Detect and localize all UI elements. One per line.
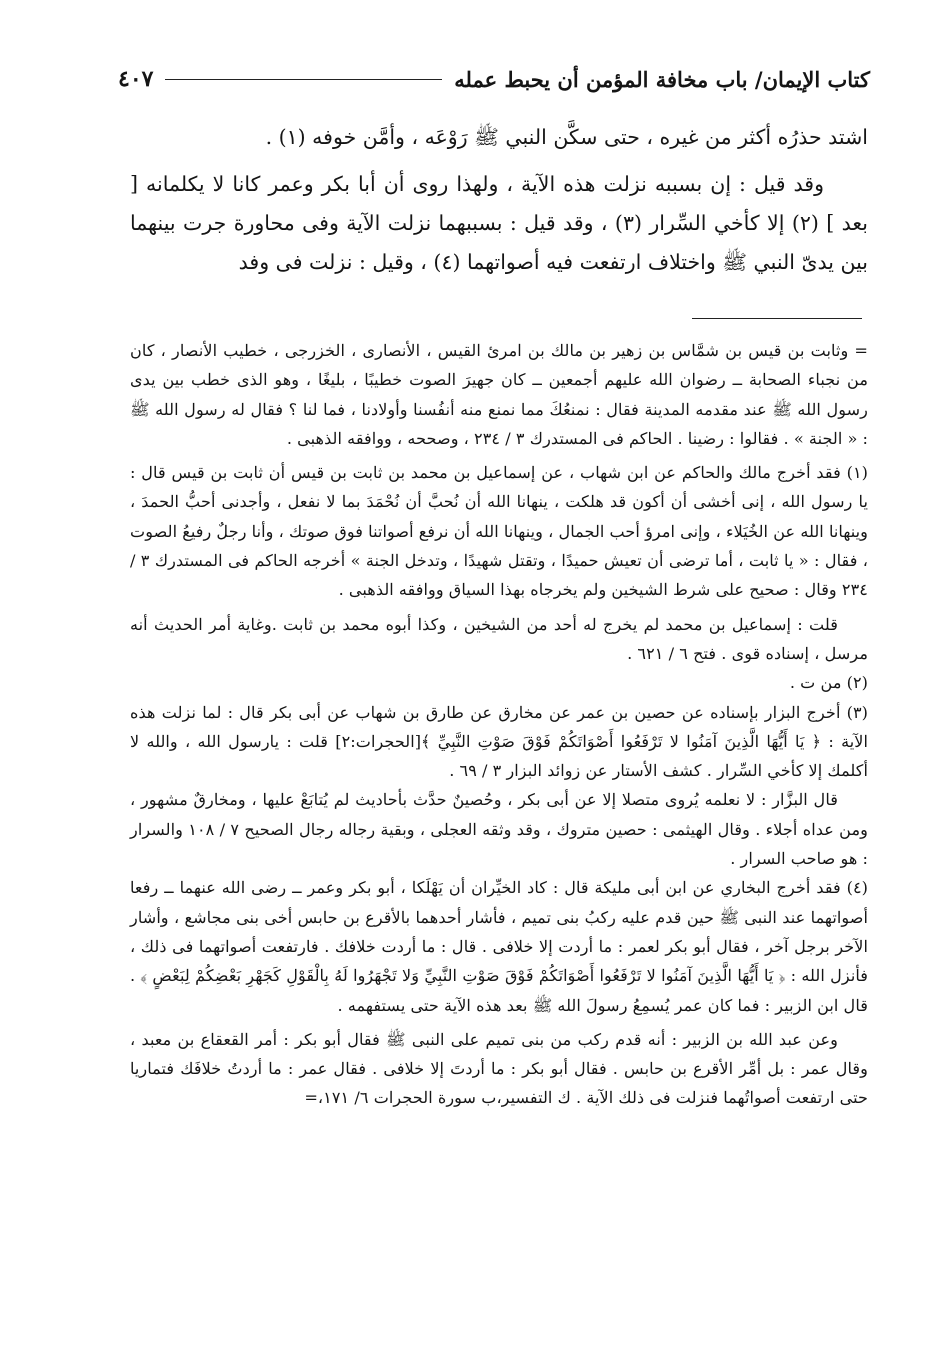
main-paragraph: وقد قيل : إن بسببه نزلت هذه الآية ، ولهذا روى أن أبا بكر وعمر كانا لا يكلمانه [ بعد ] (٢) إلا كأخي السِّرار (٣) ، وقد قيل : بسببهما نزلت الآية وفى محاورة جرت بينهما بين يدىّ النبي ﷺ واختلاف ارتفعت فيه أصواتهما (٤) ، وقيل : نزلت فى وفد: [130, 172, 868, 274]
main-text: [130, 118, 868, 290]
footnote-1-comment: قلت : إسماعيل بن محمد لم يخرج له أحد من الشيخين ، وكذا أبوه محمد بن ثابت .وغاية أمر الحديث أنه مرسل ، إسناده قوى . فتح ٦ / ٦٢١ .: [130, 614, 868, 663]
page-number: ٤٠٧: [118, 66, 154, 92]
running-header: [118, 62, 870, 96]
footnote-2: (٢) من ت .: [789, 673, 868, 693]
footnote-4-comment: وعن عبد الله بن الزبير : أنه قدم ركب من بنى تميم على النبى ﷺ فقال أبو بكر : أمر القعقاع بن معبد ، وقال عمر : بل أمِّر الأقرع بن حابس . فقال أبو بكر : ما أردتَ إلا خلافى . فقال عمر : ما أردتُ خلافَك فتماريا حتى ارتفعت أصواتُهما فنزلت فى ذلك الآية . ك التفسير،ب سورة الحجرات ٦/ ١٧١،=: [130, 1029, 868, 1108]
main-paragraph: اشتد حذرُه أكثر من غيره ، حتى سكَّن النبي ﷺ رَوْعَه ، وأمَّن خوفه (١) .: [265, 125, 868, 149]
footnote-3: (٣) أخرج البزار بإسناده عن حصين بن عمر عن مخارق عن طارق بن شهاب عن أبى بكر قال : لما نزلت هذه الآية : ﴿ يَا أَيُّهَا الَّذِينَ آمَنُوا لا تَرْفَعُوا أَصْوَاتَكُمْ فَوْقَ صَوْتِ النَّبِيِّ ﴾[الحجرات:٢] قلت : يارسول الله ، والله لا أكلمك إلا كأخي السِّرار . كشف الأستار عن زوائد البزار ٣ / ٦٩ .: [130, 702, 869, 781]
running-title: كتاب الإيمان/ باب مخافة المؤمن أن يحبط عمله: [454, 66, 870, 92]
footnote-4: (٤) فقد أخرج البخاري عن ابن أبى مليكة قال : كاد الخيِّران أن يَهْلَكا ، أبو بكر وعمر ــ رضى الله عنهما ــ رفعا أصواتهما عند النبى ﷺ حين قدم عليه ركبُ بنى تميم ، فأشار أحدهما بالأقرع بن حابس أخى بنى مجاشع ، وأشار الآخر برجل آخر ، فقال أبو بكر لعمر : ما أردت إلا خلافى . قال : ما أردت خلافك . فارتفعت أصواتهما فى ذلك ، فأنزل الله : ﴿ يَا أَيُّهَا الَّذِينَ آمَنُوا لا تَرْفَعُوا أَصْوَاتَكُمْ فَوْقَ صَوْتِ النَّبِيِّ وَلا تَجْهَرُوا لَهُ بِالْقَوْلِ كَجَهْرِ بَعْضِكُمْ لِبَعْضٍ ﴾ . قال ابن الزبير : فما كان عمر يُسمِعُ رسولَ الله ﷺ بعد هذه الآية حتى يستفهمه .: [130, 878, 868, 1015]
footnote-3-comment: قال البزَّار : لا نعلمه يُروى متصلا إلا عن أبى بكر ، وحُصينٌ حدَّث بأحاديث لم يُتابَعْ عليها ، ومخارقٌ مشهور ، ومن عداه أجلاء . وقال الهيثمى : حصين متروك ، وقد وثقه العجلى ، وبقية رجاله رجال الصحيح ٧ / ١٠٨ والسرار : هو صاحب السرار .: [130, 790, 868, 869]
footnote-separator: [692, 318, 862, 319]
footnotes: [130, 336, 868, 1113]
header-rule: [165, 79, 442, 80]
footnote-1: (١) فقد أخرج مالك والحاكم عن ابن شهاب ، عن إسماعيل بن محمد بن ثابت بن قيس أن ثابت بن قيس قال : يا رسول الله ، إنى أخشى أن أكون قد هلكت ، ينهانا الله أن نُحبَّ أن نُحْمَدَ بما لا نفعل ، وأجدنى أحبُّ الحمدَ ، وينهانا الله عن الخُيَلاء ، وإنى امرؤ أحب الجمال ، وينهانا الله أن نرفع أصواتنا فوق صوتك ، وأنا رجلٌ رفيعُ الصوت ، فقال : « يا ثابت ، أما ترضى أن تعيش حميدًا ، وتقتل شهيدًا ، وتدخل الجنة » أخرجه الحاكم فى المستدرك ٣ / ٢٣٤ وقال : صحيح على شرط الشيخين ولم يخرجاه بهذا السياق ووافقه الذهبى .: [130, 463, 868, 600]
footnote-continuation: = وثابت بن قيس بن شمَّاس بن زهير بن مالك بن امرئ القيس ، الأنصارى ، الخزرجى ، خطيب الأنصار ، كان من نجباء الصحابة ــ رضوان الله عليهم أجمعين ــ كان جهيرَ الصوت خطيبًا ، بليغًا ، وهو الذى خطب بين يدى رسول الله ﷺ عند مقدمه المدينة فقال : نمنعُكَ مما نمنع منه أنفُسنا وأولادنا ، فما لنا ؟ فقال له رسول الله ﷺ : « الجنة » . فقالوا : رضينا . الحاكم فى المستدرك ٣ / ٢٣٤ ، وصححه ، ووافقه الذهبى .: [130, 341, 868, 448]
